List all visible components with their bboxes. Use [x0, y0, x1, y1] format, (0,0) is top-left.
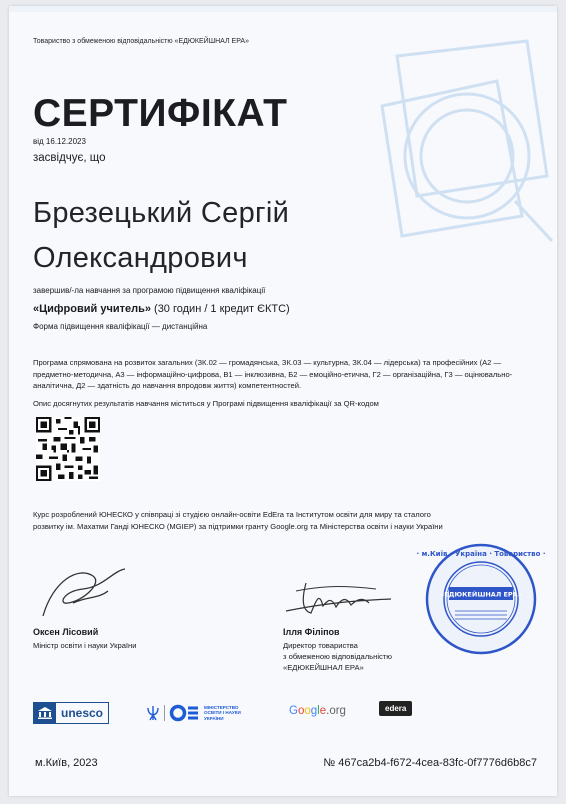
- top-band: [9, 6, 557, 12]
- ministry-text-line2: ОСВІТИ І НАУКИ: [204, 710, 241, 716]
- certificate-title: СЕРТИФІКАТ: [33, 92, 288, 135]
- ministry-mark-icon: [170, 704, 200, 722]
- footer-place-year: м.Київ, 2023: [35, 757, 98, 769]
- google-org-logo: Google.org: [289, 705, 346, 717]
- training-form: Форма підвищення кваліфікації — дистанційна: [33, 322, 208, 331]
- signatory1-name: Оксен Лісовий: [33, 627, 99, 637]
- partners-note: Курс розроблений ЮНЕСКО у співпраці зі студією онлайн-освіти EdEra та Інститутом освіти для миру та сталого розвитку ім. Махатми Ганді ЮНЕСКО (MGIEP) за підтримки гранту Google.org та Міністерства освіти і науки України: [33, 510, 443, 531]
- unesco-temple-icon: [34, 703, 56, 723]
- issue-date: від 16.12.2023: [33, 137, 86, 146]
- ministry-text-line3: УКРАЇНИ: [204, 715, 224, 721]
- signature-lisovyi: [33, 561, 133, 621]
- edera-logo: [379, 701, 412, 716]
- ministry-logo: [147, 702, 241, 724]
- qr-code[interactable]: [36, 417, 100, 481]
- course-hours: (30 годин / 1 кредит ЄКТС): [150, 303, 290, 315]
- edera-wordmark: edera: [379, 701, 412, 716]
- recipient-name-line2: Олександрович: [33, 242, 248, 274]
- unesco-wordmark: unesco: [61, 706, 104, 720]
- results-note: Опис досягнутих результатів навчання міститься у Програмі підвищення кваліфікації за QR-кодом: [33, 399, 379, 408]
- course-line: [33, 303, 290, 315]
- signatory2-role-line1: Директор товариства: [283, 641, 358, 650]
- company-stamp: [416, 543, 546, 655]
- signatory2-role-line3: «ЕДЮКЕЙШНАЛ ЕРА»: [283, 663, 364, 672]
- signatory1-role: Міністр освіти і науки України: [33, 641, 137, 650]
- google-org-suffix: .org: [326, 705, 346, 717]
- svg-text:· м.Київ · Україна · Товариств: · м.Київ · Україна · Товариство ·: [416, 550, 546, 558]
- trident-icon: [147, 705, 159, 721]
- completion-text: завершив/-ла навчання за програмою підвищення кваліфікації: [33, 286, 266, 295]
- certificate-sheet: [9, 6, 557, 796]
- issuer-line: Товариство з обмеженою відповідальністю «ЕДЮКЕЙШНАЛ ЕРА»: [33, 38, 249, 45]
- program-description: Програма спрямована на розвиток загальних (ЗК.02 — громадянська, ЗК.03 — культурна, ЗК.04 — лідерська) та професійних (А2 — предметно-методична, А3 — інформаційно-цифрова, В1 — інклюзивна, Б2 — емоційно-етична, Г2 — організаційна, Г3 — оцінювально-аналітична, Д2 — здатність до навчання впродовж життя) компетентностей.: [33, 358, 513, 390]
- decorative-magnifier-illustration: [327, 36, 557, 286]
- signature-filipov: [281, 571, 401, 621]
- svg-text:«ЕДЮКЕЙШНАЛ ЕРА»: «ЕДЮКЕЙШНАЛ ЕРА»: [440, 590, 522, 599]
- signatory2-name: Ілля Філіпов: [283, 627, 340, 637]
- ministry-text-line1: МІНІСТЕРСТВО: [204, 704, 239, 710]
- recipient-name-line1: Брезецький Сергій: [33, 197, 290, 229]
- certificate-number: № 467ca2b4-f672-4cea-83fc-0f7776d6b8c7: [323, 757, 537, 769]
- signatory2-role-line2: з обмеженою відповідальністю: [283, 652, 392, 661]
- unesco-logo: [33, 702, 109, 724]
- course-name: «Цифровий учитель»: [33, 303, 151, 315]
- certifies-text: засвідчує, що: [33, 152, 106, 164]
